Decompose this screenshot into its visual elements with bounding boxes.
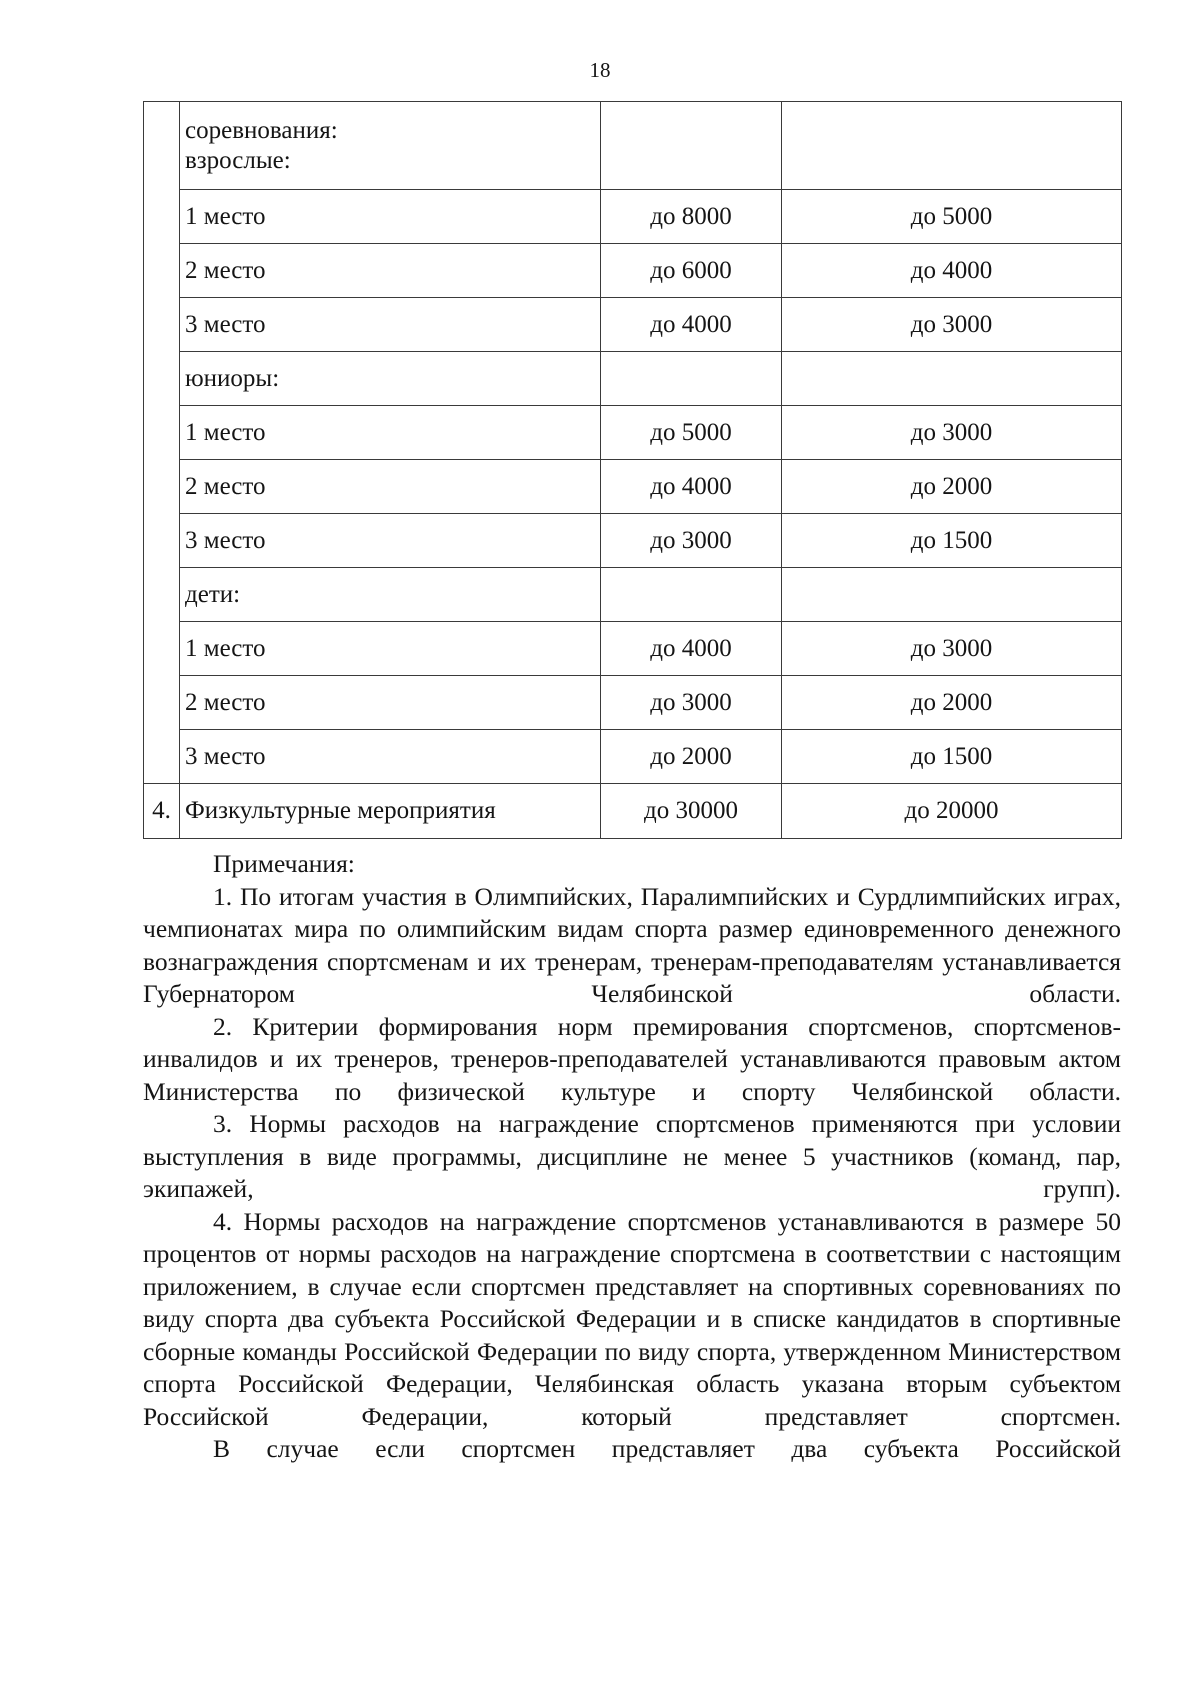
value-cell: до 8000: [601, 190, 782, 244]
value-cell: до 2000: [601, 730, 782, 784]
value-cell: до 1500: [782, 730, 1122, 784]
row-number: [144, 244, 180, 298]
value-cell: до 5000: [601, 406, 782, 460]
table-row: [144, 190, 1122, 244]
row-number: [144, 190, 180, 244]
value-cell: до 30000: [601, 784, 782, 839]
row-label: дети:: [180, 568, 601, 622]
row-number: [144, 102, 180, 190]
notes-title: Примечания:: [213, 849, 355, 878]
value-cell: [782, 352, 1122, 406]
row-number: [144, 406, 180, 460]
row-number: 4.: [144, 784, 180, 839]
value-cell: до 4000: [601, 622, 782, 676]
value-cell: [601, 102, 782, 190]
note-paragraph: 4. Нормы расходов на награждение спортсменов устанавливаются в размере 50 процентов от нормы расходов на награждение спортсмена в соответствии с настоящим приложением, в случае если спортсмен представляет на спортивных соревнованиях по виду спорта два субъекта Российской Федерации и в списке кандидатов в спортивные сборные команды Российской Федерации по виду спорта, утвержденном Министерством спорта Российской Федерации, Челябинская область указана вторым субъектом Российской Федерации, который представляет спортсмен.: [143, 1206, 1121, 1431]
row-label-line: соревнования:: [185, 116, 338, 144]
value-cell: до 3000: [782, 406, 1122, 460]
value-cell: до 6000: [601, 244, 782, 298]
row-label: 3 место: [180, 730, 601, 784]
table-row: [144, 784, 1122, 839]
row-number: [144, 568, 180, 622]
table-row: [144, 102, 1122, 190]
value-cell: до 5000: [782, 190, 1122, 244]
note-paragraph: В случае если спортсмен представляет два субъекта Российской: [213, 1434, 1121, 1463]
value-cell: до 4000: [782, 244, 1122, 298]
table-row: [144, 622, 1122, 676]
notes-section: [143, 848, 1121, 1466]
value-cell: до 4000: [601, 460, 782, 514]
value-cell: [601, 568, 782, 622]
value-cell: до 2000: [782, 460, 1122, 514]
row-label: 1 место: [180, 406, 601, 460]
awards-table: [143, 101, 1122, 839]
table-row: [144, 244, 1122, 298]
row-label: юниоры:: [180, 352, 601, 406]
row-label: 1 место: [180, 190, 601, 244]
row-label: 2 место: [180, 244, 601, 298]
value-cell: до 4000: [601, 298, 782, 352]
value-cell: до 2000: [782, 676, 1122, 730]
note-paragraph: 3. Нормы расходов на награждение спортсменов применяются при условии выступления в виде программы, дисциплине не менее 5 участников (команд, пар, экипажей, групп).: [143, 1109, 1121, 1203]
value-cell: до 20000: [782, 784, 1122, 839]
row-label: Физкультурные мероприятия: [180, 784, 601, 839]
note-paragraph: 2. Критерии формирования норм премирования спортсменов, спортсменов-инвалидов и их тренеров, тренеров-преподавателей устанавливаются правовым актом Министерства по физической культуре и спорту Челябинской области.: [143, 1011, 1121, 1106]
row-label: 2 место: [180, 676, 601, 730]
value-cell: [601, 352, 782, 406]
table-row: [144, 676, 1122, 730]
row-label: 1 место: [180, 622, 601, 676]
row-number: [144, 352, 180, 406]
value-cell: до 3000: [601, 514, 782, 568]
row-number: [144, 730, 180, 784]
value-cell: [782, 568, 1122, 622]
table-row: [144, 352, 1122, 406]
row-number: [144, 514, 180, 568]
page-number: 18: [589, 58, 611, 82]
value-cell: до 3000: [782, 298, 1122, 352]
table-row: [144, 568, 1122, 622]
table-row: [144, 460, 1122, 514]
table-row: [144, 406, 1122, 460]
row-number: [144, 460, 180, 514]
row-number: [144, 298, 180, 352]
row-number: [144, 622, 180, 676]
value-cell: до 3000: [601, 676, 782, 730]
value-cell: до 3000: [782, 622, 1122, 676]
row-label: 2 место: [180, 460, 601, 514]
row-label: 3 место: [180, 298, 601, 352]
row-label: 3 место: [180, 514, 601, 568]
row-label: [180, 102, 601, 190]
table-row: [144, 730, 1122, 784]
table-row: [144, 514, 1122, 568]
value-cell: [782, 102, 1122, 190]
note-paragraph: 1. По итогам участия в Олимпийских, Паралимпийских и Сурдлимпийских играх, чемпионатах мира по олимпийским видам спорта размер единовременного денежного вознаграждения спортсменам и их тренерам, тренерам-преподавателям устанавливается Губернатором Челябинской области.: [143, 881, 1121, 1008]
row-number: [144, 676, 180, 730]
value-cell: до 1500: [782, 514, 1122, 568]
row-label-line: взрослые:: [185, 146, 291, 174]
table-row: [144, 298, 1122, 352]
